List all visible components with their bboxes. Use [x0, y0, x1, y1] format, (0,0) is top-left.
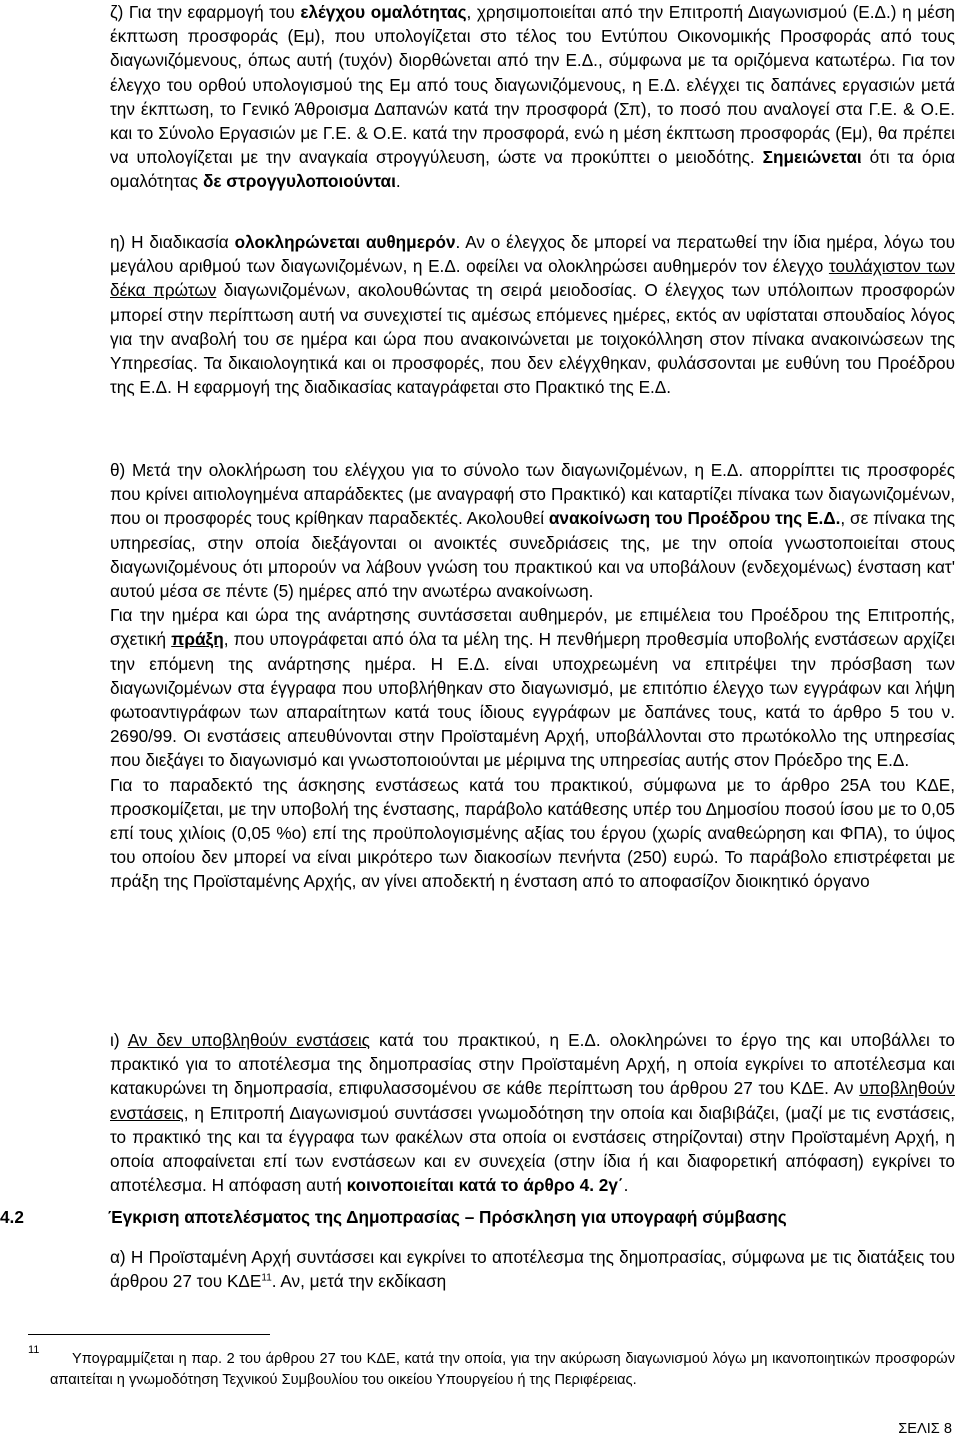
text-run: . Αν, μετά την εκδίκαση	[271, 1271, 447, 1292]
bold-term: ελέγχου ομαλότητας	[300, 2, 467, 22]
underlined-term: τουλάχιστον των δέκα πρώτων	[110, 256, 955, 301]
text-run: κατά του πρακτικού, η Ε.Δ. ολοκληρώνει το έργο της και υποβάλλει το πρακτικό για το αποτέλεσμα της δημοπρασίας στην Προϊσταμένη Αρχή, η οποία εγκρίνει το αποτέλεσμα και κατακυρώνει τη δημοπρασία, επιφυλασσομένου σε κάθε περίπτωση του άρθρου 27 του ΚΔΕ. Αν	[110, 1030, 955, 1099]
text-run: Για την ημέρα και ώρα της ανάρτησης συντάσσεται αυθημερόν, με επιμέλεια του Προέδρου της Επιτροπής, σχετική	[110, 605, 955, 650]
underlined-bold-term: πράξη	[171, 629, 224, 650]
text-run: . Αν ο έλεγχος δε μπορεί να περατωθεί την ίδια ημέρα, λόγω του μεγάλου αριθμού των διαγωνιζομένων, η Ε.Δ. οφείλει να ολοκληρώσει αυθημερόν τον έλεγχο	[110, 232, 956, 277]
section-title: Έγκριση αποτελέσματος της Δημοπρασίας – Πρόσκληση για υπογραφή σύμβασης	[108, 1207, 787, 1227]
text-run: , σε πίνακα της υπηρεσίας, στην οποία διεξάγονται οι ανοικτές συνεδριάσεις της, με την οποία γνωστοποιείται στους διαγωνιζομένους ότι μπορούν να λάβουν γνώση του πρακτικού και να υποβάλουν (ενδεχομένως) ένσταση κατ' αυτού μέσα σε πέντε (5) ημέρες από την ανωτέρω ανακοίνωση.	[110, 508, 955, 602]
footnote-mark: 11	[28, 1344, 40, 1356]
paragraph-eta	[110, 230, 955, 399]
footnote-separator	[28, 1334, 270, 1335]
text-run: , χρησιμοποιείται από την Επιτροπή Διαγωνισμού (Ε.Δ.) η μέση έκπτωση προσφοράς (Εμ), που υπολογίζεται στο τέλος του Εντύπου Οικονομικής Προσφοράς από τους διαγωνιζόμενους, όπως αυτή (τυχόν) διορθώνεται από την Ε.Δ., σύμφωνα με τα οριζόμενα κατωτέρω. Για τον έλεγχο του ορθού υπολογισμού της Εμ από τους διαγωνιζόμενους, η Ε.Δ. ελέγχει τις δαπάνες εργασιών μετά την έκπτωση, το Γενικό Άθροισμα Δαπανών κατά την προσφορά (Σπ), το ποσό που αναλογεί στα Γ.Ε. & Ο.Ε. και το Σύνολο Εργασιών με Γ.Ε. & Ο.Ε. κατά την προσφορά, ενώ η μέση έκπτωση προσφοράς (Εμ), θα πρέπει να υπολογίζεται με την αναγκαία στρογγύλευση, ώστε να προκύπτει ο μειοδότης.	[110, 2, 955, 168]
text-run: ζ) Για την εφαρμογή του	[110, 2, 301, 22]
text-run: , η Επιτροπή Διαγωνισμού συντάσσει γνωμοδότηση την οποία και διαβιβάζει, (μαζί με τις ενστάσεις, το πρακτικό της και τα έγγραφα των φακέλων στα οποία οι ενστάσεις στηρίζονται) στην Προϊσταμένη Αρχή, η οποία αποφαίνεται επί των ενστάσεων και εν συνεχεία (στην ίδια ή και διαφορετική απόφαση) εγκρίνει το αποτέλεσμα. Η απόφαση αυτή	[110, 1102, 955, 1196]
paragraph-theta	[110, 458, 955, 894]
underlined-term: υποβληθούν ενστάσεις	[110, 1078, 955, 1123]
text-run: , που υπογράφεται από όλα τα μέλη της. Η πενθήμερη προθεσμία υποβολής ενστάσεων αρχίζει την επόμενη της ανάρτησης ημέρα. Η Ε.Δ. είναι υποχρεωμένη να επιτρέψει την πρόσβαση των διαγωνιζομένων στα έγγραφα που υποβλήθηκαν στο διαγωνισμό, με επιτόπιο έλεγχο των εγγράφων και λήψη φωτοαντιγράφων των απαραίτητων κατά τους ίδιους εγγράφων με δαπάνες τους, κατά το άρθρο 5 του ν. 2690/99. Οι ενστάσεις απευθύνονται στην Προϊσταμένη Αρχή, υποβάλλονται στο πρωτόκολλο της υπηρεσίας που διεξάγει το διαγωνισμό και γνωστοποιούνται με μέριμνα της υπηρεσίας αυτής στον Πρόεδρο της Ε.Δ.	[110, 629, 955, 771]
bold-term: ανακοίνωση του Προέδρου της Ε.Δ.	[548, 508, 841, 529]
bold-term: κοινοποιείται κατά το άρθρο 4. 2γ΄	[346, 1175, 624, 1196]
text-run: ότι τα όρια ομαλότητας	[110, 147, 956, 192]
footnote-reference[interactable]: 11	[261, 1272, 272, 1284]
text-run: .	[623, 1175, 629, 1196]
paragraph-iota	[110, 1028, 955, 1197]
text-run: α) Η Προϊσταμένη Αρχή συντάσσει και εγκρίνει το αποτέλεσμα της δημοπρασίας, σύμφωνα με τις διατάξεις του άρθρου 27 του ΚΔΕ	[110, 1247, 955, 1292]
bold-term: δε στρογγυλοποιούνται	[202, 171, 396, 192]
text-run: θ) Μετά την ολοκλήρωση του ελέγχου για το σύνολο των διαγωνιζομένων, η Ε.Δ. απορρίπτει τις προσφορές που κρίνει αιτιολογημένα απαράδεκτες (με αναγραφή στο Πρακτικό) και καταρτίζει πίνακα των διαγωνιζομένων, που οι προσφορές τους κρίθηκαν παραδεκτές. Ακολουθεί	[110, 460, 955, 529]
text-run: Για το παραδεκτό της άσκησης ενστάσεως κατά του πρακτικού, σύμφωνα με το άρθρο 25Α του ΚΔΕ, προσκομίζεται, με την υποβολή της ένστασης, παράβολο κατάθεσης υπέρ του Δημοσίου ποσού ίσου με το 0,05 επί τους χιλίοις (0,05 %ο) επί της προϋπολογισμένης αξίας του έργου (χωρίς αναθεώρηση και ΦΠΑ), το ύψος του οποίου δεν μπορεί να είναι μικρότερο των διακοσίων πενήντα (250) ευρώ. Το παράβολο επιστρέφεται με πράξη της Προϊσταμένης Αρχής, αν γίνει αποδεκτή η ένσταση από το αποφασίζον διοικητικό όργανο	[110, 774, 955, 892]
paragraph-zeta	[110, 0, 955, 194]
text-run: ι)	[110, 1030, 128, 1050]
bold-term: Σημειώνεται	[762, 147, 862, 168]
paragraph-alpha	[110, 1245, 955, 1293]
page-number: ΣΕΛΙΣ 8	[898, 1421, 952, 1437]
underlined-term: Αν δεν υποβληθούν ενστάσεις	[127, 1030, 370, 1050]
section-number: 4.2	[0, 1207, 24, 1227]
bold-term: ολοκληρώνεται αυθημερόν	[234, 232, 456, 252]
text-run: η) Η διαδικασία	[110, 232, 235, 252]
text-run: διαγωνιζομένων, ακολουθώντας τη σειρά μειοδοσίας. Ο έλεγχος των υπόλοιπων προσφορών μπορεί στην περίπτωση αυτή να συνεχιστεί τις αμέσως επόμενες ημέρες, εκτός αν υφίσταται σπουδαίος λόγος για την αναβολή του σε ημέρα και ώρα που ανακοινώνεται με τοιχοκόλληση στον πίνακα ανακοινώσεων της Υπηρεσίας. Τα δικαιολογητικά και οι προσφορές, που δεν ελέγχθηκαν, φυλάσσονται με ευθύνη του Προέδρου της Ε.Δ. Η εφαρμογή της διαδικασίας καταγράφεται στο Πρακτικό της Ε.Δ.	[110, 280, 955, 398]
text-run: .	[395, 171, 401, 192]
footnote-text: Υπογραμμίζεται η παρ. 2 του άρθρου 27 του ΚΔΕ, κατά την οποία, για την ακύρωση διαγωνισμού λόγω μη ικανοποιητικών προσφορών απαιτείται η γνωμοδότηση Τεχνικού Συμβουλίου του οικείου Υπουργείου ή της Περιφέρειας.	[50, 1351, 955, 1388]
